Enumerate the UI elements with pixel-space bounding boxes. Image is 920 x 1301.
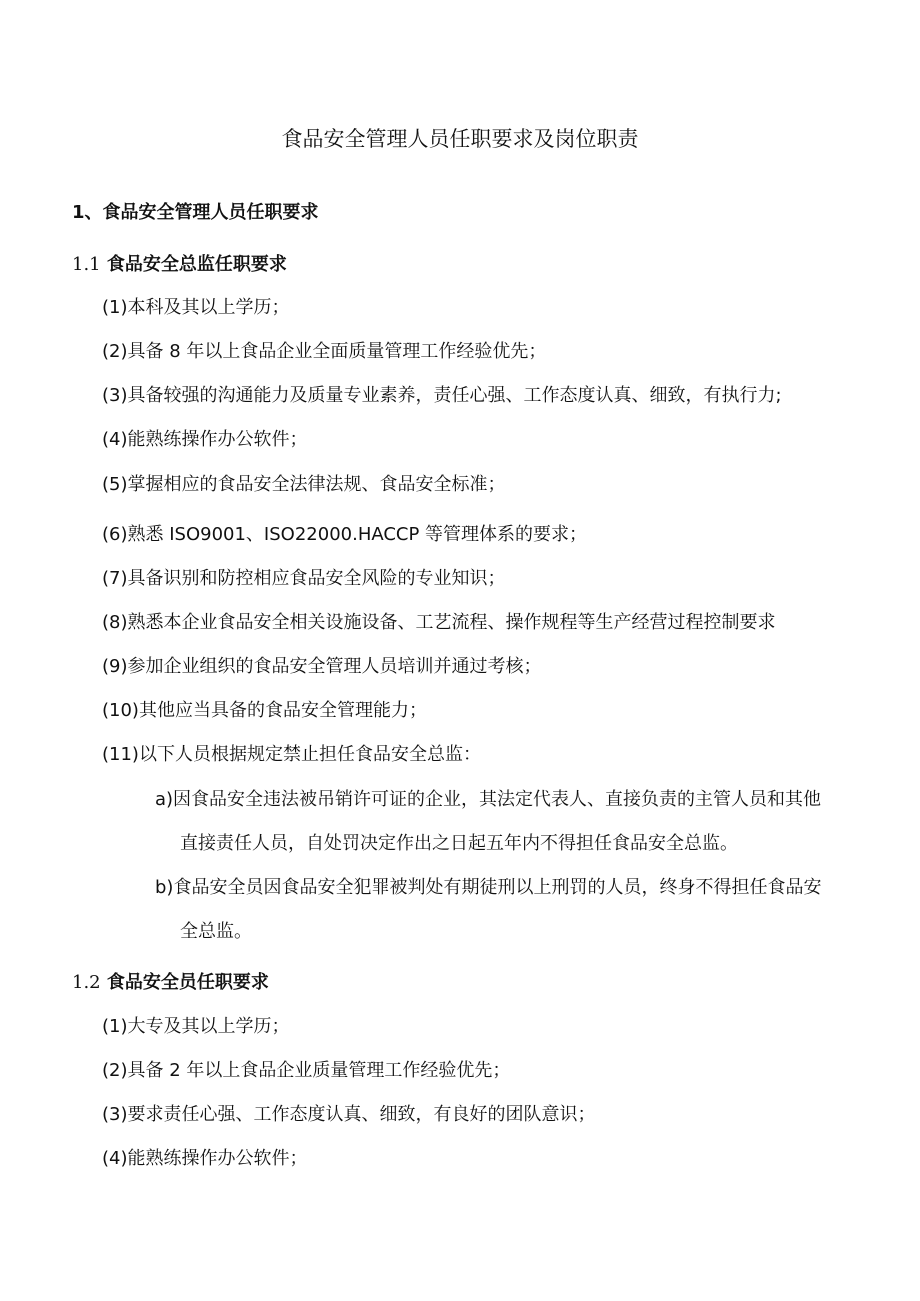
- section-1-number: 1、: [72, 202, 103, 223]
- requirement-item: (2)具备 2 年以上食品企业质量管理工作经验优先；: [102, 1060, 511, 1081]
- sub-item-b-line2: 全总监。: [180, 921, 252, 942]
- requirement-item: (1)本科及其以上学历；: [102, 297, 290, 318]
- document-title: 食品安全管理人员任职要求及岗位职责: [281, 127, 639, 151]
- section-1-1-number: 1.1: [72, 254, 101, 275]
- requirement-item: (9)参加企业组织的食品安全管理人员培训并通过考核；: [102, 656, 542, 677]
- sub-item-a-line2: 直接责任人员，自处罚决定作出之日起五年内不得担任食品安全总监。: [180, 833, 738, 854]
- requirement-item: (7)具备识别和防控相应食品安全风险的专业知识；: [102, 568, 506, 589]
- section-1-1-heading-text: 食品安全总监任职要求: [106, 254, 287, 275]
- sub-item-a-line1: a)因食品安全违法被吊销许可证的企业，其法定代表人、直接负责的主管人员和其他: [155, 789, 822, 810]
- section-1-heading: [72, 201, 319, 225]
- section-1-2-heading-text: 食品安全员任职要求: [106, 972, 269, 993]
- section-1-heading-text: 食品安全管理人员任职要求: [102, 202, 319, 223]
- requirement-item: (10)其他应当具备的食品安全管理能力；: [102, 700, 427, 721]
- requirement-item: (5)掌握相应的食品安全法律法规、食品安全标准；: [102, 474, 506, 495]
- section-1-1-heading: [72, 253, 287, 277]
- requirement-item: (2)具备 8 年以上食品企业全面质量管理工作经验优先；: [102, 341, 547, 362]
- requirement-item: (6)熟悉 ISO9001、ISO22000.HACCP 等管理体系的要求；: [102, 524, 588, 545]
- section-1-2-heading: [72, 971, 269, 995]
- sub-item-b-line1: b)食品安全员因食品安全犯罪被判处有期徒刑以上刑罚的人员，终身不得担任食品安: [155, 877, 822, 898]
- requirement-item: (4)能熟练操作办公软件；: [102, 1148, 308, 1169]
- requirement-item: (3)要求责任心强、工作态度认真、细致，有良好的团队意识；: [102, 1104, 596, 1125]
- requirement-item: (3)具备较强的沟通能力及质量专业素养，责任心强、工作态度认真、细致，有执行力;: [102, 385, 782, 406]
- requirement-item: (11)以下人员根据规定禁止担任食品安全总监：: [102, 744, 481, 765]
- requirement-item: (1)大专及其以上学历；: [102, 1016, 290, 1037]
- requirement-item: (4)能熟练操作办公软件；: [102, 429, 308, 450]
- requirement-item: (8)熟悉本企业食品安全相关设施设备、工艺流程、操作规程等生产经营过程控制要求: [102, 612, 776, 633]
- section-1-2-number: 1.2: [72, 972, 101, 993]
